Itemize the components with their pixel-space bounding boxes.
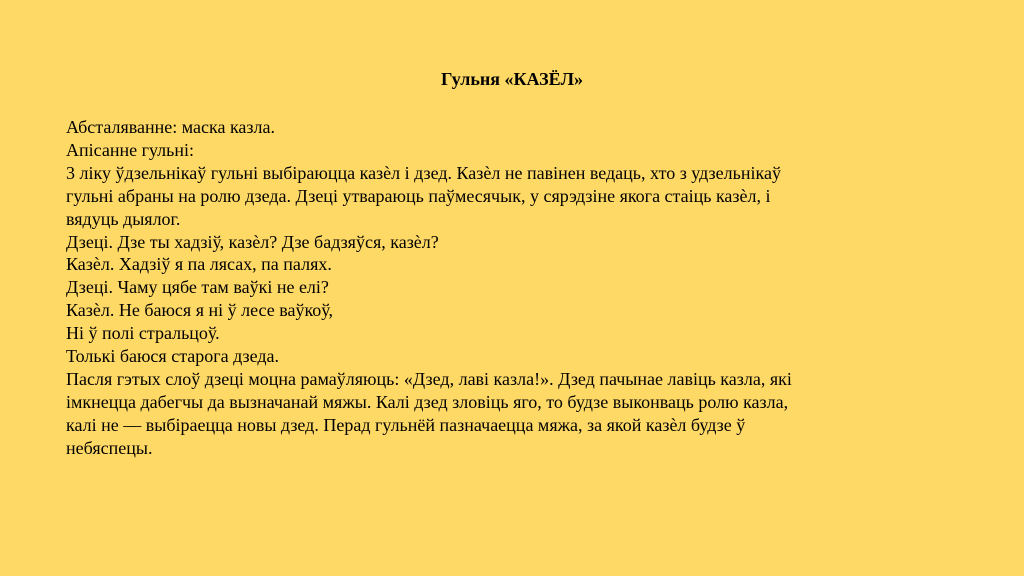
body-line: 3 ліку ўдзельнікаў гульні выбіраюцца казѐл і дзед. Казѐл не павінен ведаць, хто з удзельнікаў [66,162,781,183]
body-line: вядуць дыялог. [66,208,181,229]
body-line: Пасля гэтых слоў дзеці моцна рамаўляюць: «Дзед, лаві казла!». Дзед пачынае лавіць казла, які [66,368,792,389]
dialogue-line: Дзеці. Чаму цябе там ваўкі не елі? [66,277,329,298]
dialogue-line: Толькі баюся старога дзеда. [66,346,280,367]
dialogue-line: Дзеці. Дзе ты хадзіў, казѐл? Дзе бадзяўся, казѐл? [66,231,439,252]
body-line: імкнецца дабегчы да вызначанай мяжы. Калі дзед зловіць яго, то будзе выконваць ролю казла, [66,391,789,412]
dialogue-line: Казѐл. Хадзіў я па лясах, па палях. [66,254,332,275]
slide-title: Гульня «КАЗЁЛ» [440,69,584,89]
body-line-equipment: Абсталяванне: маска казла. [66,117,275,137]
body-line: калі не — выбіраецца новы дзед. Перад гульнёй пазначаецца мяжа, за якой казѐл будзе ў [66,414,746,435]
dialogue-line: Ні ў полі стральцоў. [66,323,220,344]
body-line-description-heading: Апісанне гульні: [66,139,195,160]
dialogue-line: Казѐл. Не баюся я ні ў лесе ваўкоў, [66,300,334,321]
slide-body [66,116,966,460]
body-line: гульні абраны на ролю дзеда. Дзеці утвараюць паўмесячык, у сярэдзіне якога стаіць казѐл, і [66,185,771,206]
body-line: небяспецы. [66,437,153,458]
